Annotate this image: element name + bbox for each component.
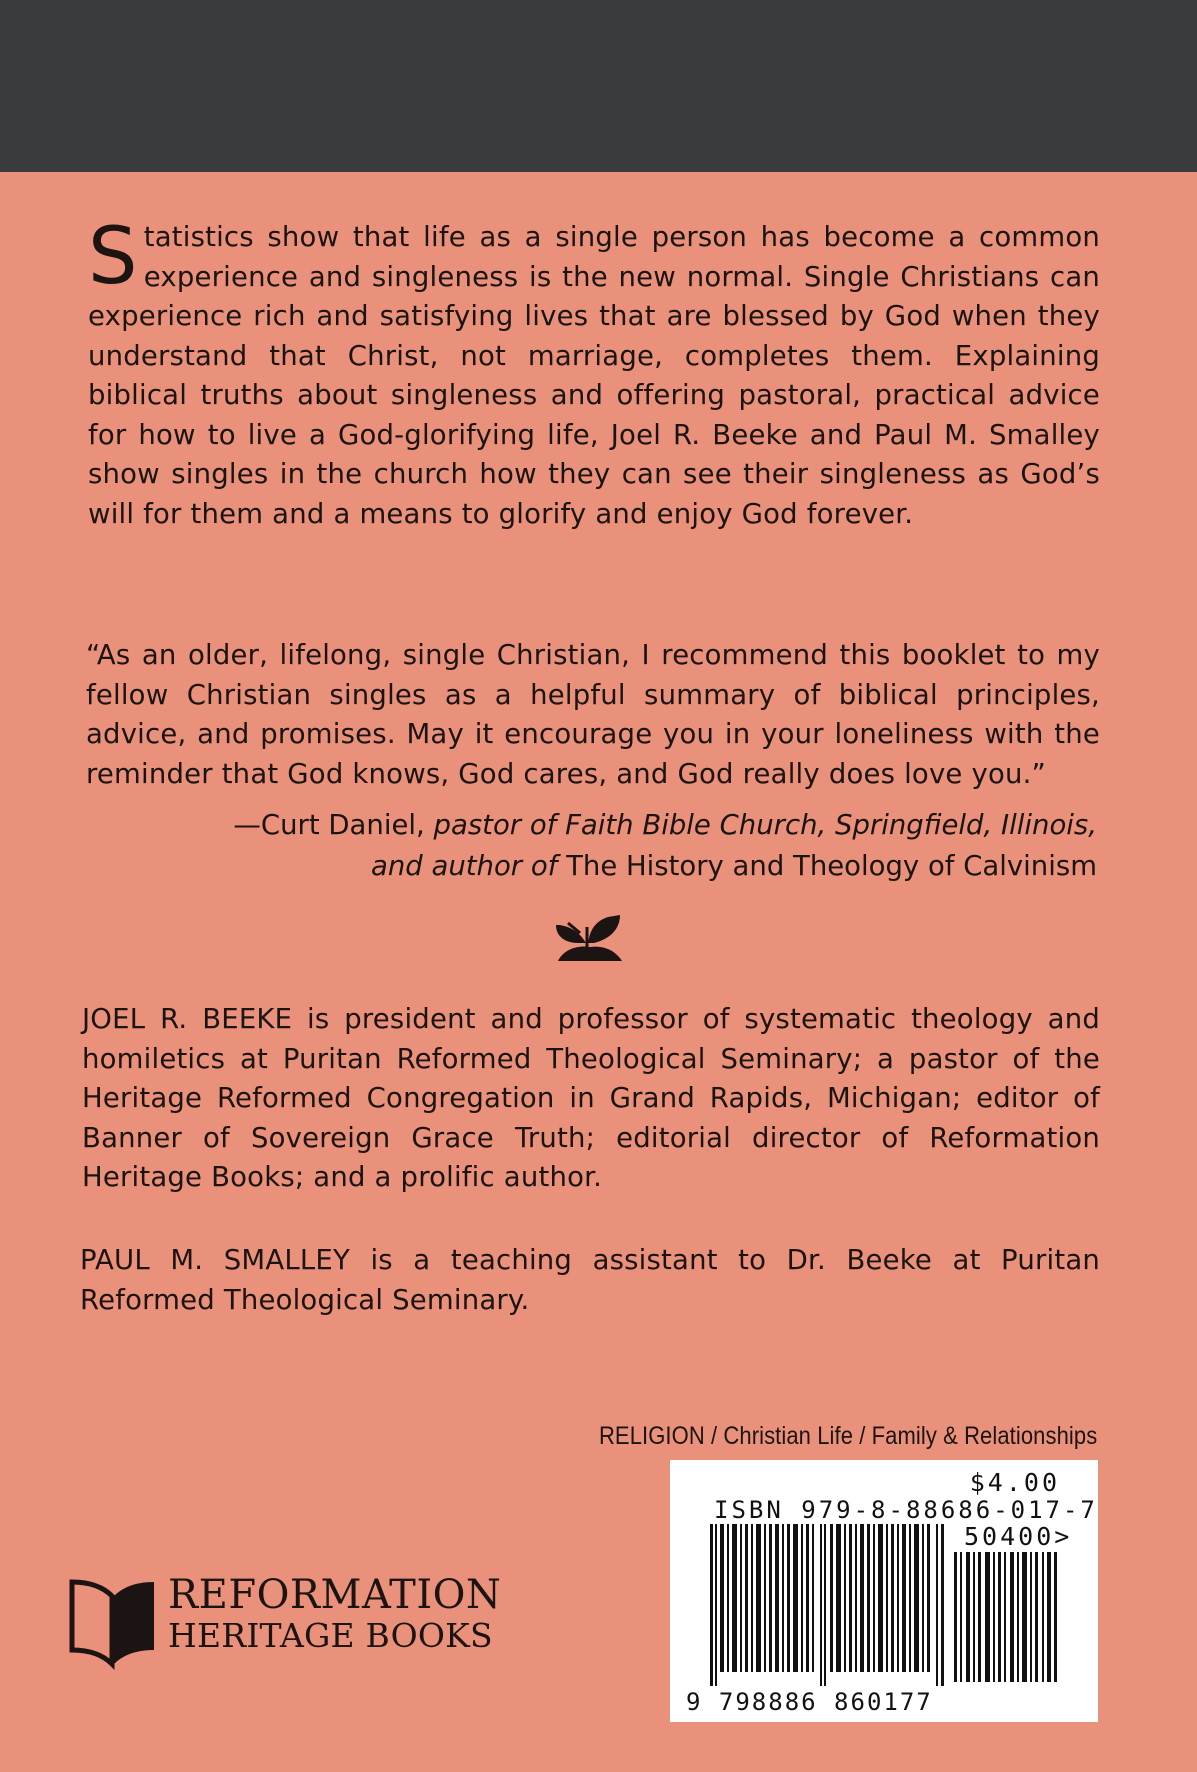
barcode-box <box>670 1460 1098 1722</box>
endorsement-attribution <box>233 805 1097 846</box>
addon-label: 50400> <box>964 1522 1073 1551</box>
barcode-digits: 9 798886 860177 <box>686 1688 933 1716</box>
blurb-text: tatistics show that life as a single person has become a common experience and singleness is the new normal. Single Christians can experience rich and satisfying lives that are blessed by God when they understand that Christ, not marriage, completes them. Explaining biblical truths about singleness and offering pastoral, practical advice for how to live a God-glorifying life, Joel R. Beeke and Paul M. Smalley show singles in the church how they can see their singleness as God’s will for them and a means to glorify and enjoy God forever. <box>88 221 1100 530</box>
publisher-name-line2: HERITAGE BOOKS <box>168 1616 493 1655</box>
sprout-icon <box>550 903 626 965</box>
book-blurb <box>88 212 1100 534</box>
barcode-main <box>710 1524 950 1686</box>
author-bio-smalley: PAUL M. SMALLEY is a teaching assistant to Dr. Beeke at Puritan Reformed Theological Seminary. <box>80 1244 1100 1316</box>
category-label: RELIGION / Christian Life / Family & Relationships <box>598 1422 1097 1450</box>
publisher-logo <box>68 1572 518 1672</box>
endorsement-quote: “As an older, lifelong, single Christian, I recommend this booklet to my fellow Christian singles as a helpful summary of biblical principles, advice, and promises. May it encourage you in your loneliness with the reminder that God knows, God cares, and God really does love you.” <box>86 639 1100 790</box>
barcode-addon <box>954 1552 1064 1682</box>
endorsement-attribution-line2 <box>371 846 1097 887</box>
drop-cap: S <box>88 212 138 302</box>
endorser-role-2: and author of <box>370 850 558 882</box>
endorser-book: The History and Theology of Calvinism <box>566 850 1097 882</box>
endorser-name: —Curt Daniel, <box>233 809 425 841</box>
price-label: $4.00 <box>969 1468 1060 1497</box>
top-band <box>0 0 1197 172</box>
endorser-role: pastor of Faith Bible Church, Springfield, Illinois, <box>433 809 1097 841</box>
open-book-icon <box>68 1578 158 1670</box>
isbn-label: ISBN 979-8-88686-017-7 <box>714 1496 1098 1524</box>
publisher-name-line1: REFORMATION <box>168 1572 502 1618</box>
author-bio-beeke: JOEL R. BEEKE is president and professor of systematic theology and homiletics at Puritan Reformed Theological Seminary; a pastor of the Heritage Reformed Congregation in Grand Rapids, Michigan; editor of Banner of Sovereign Grace Truth; editorial director of Reformation Heritage Books; and a prolific author. <box>82 1003 1100 1193</box>
